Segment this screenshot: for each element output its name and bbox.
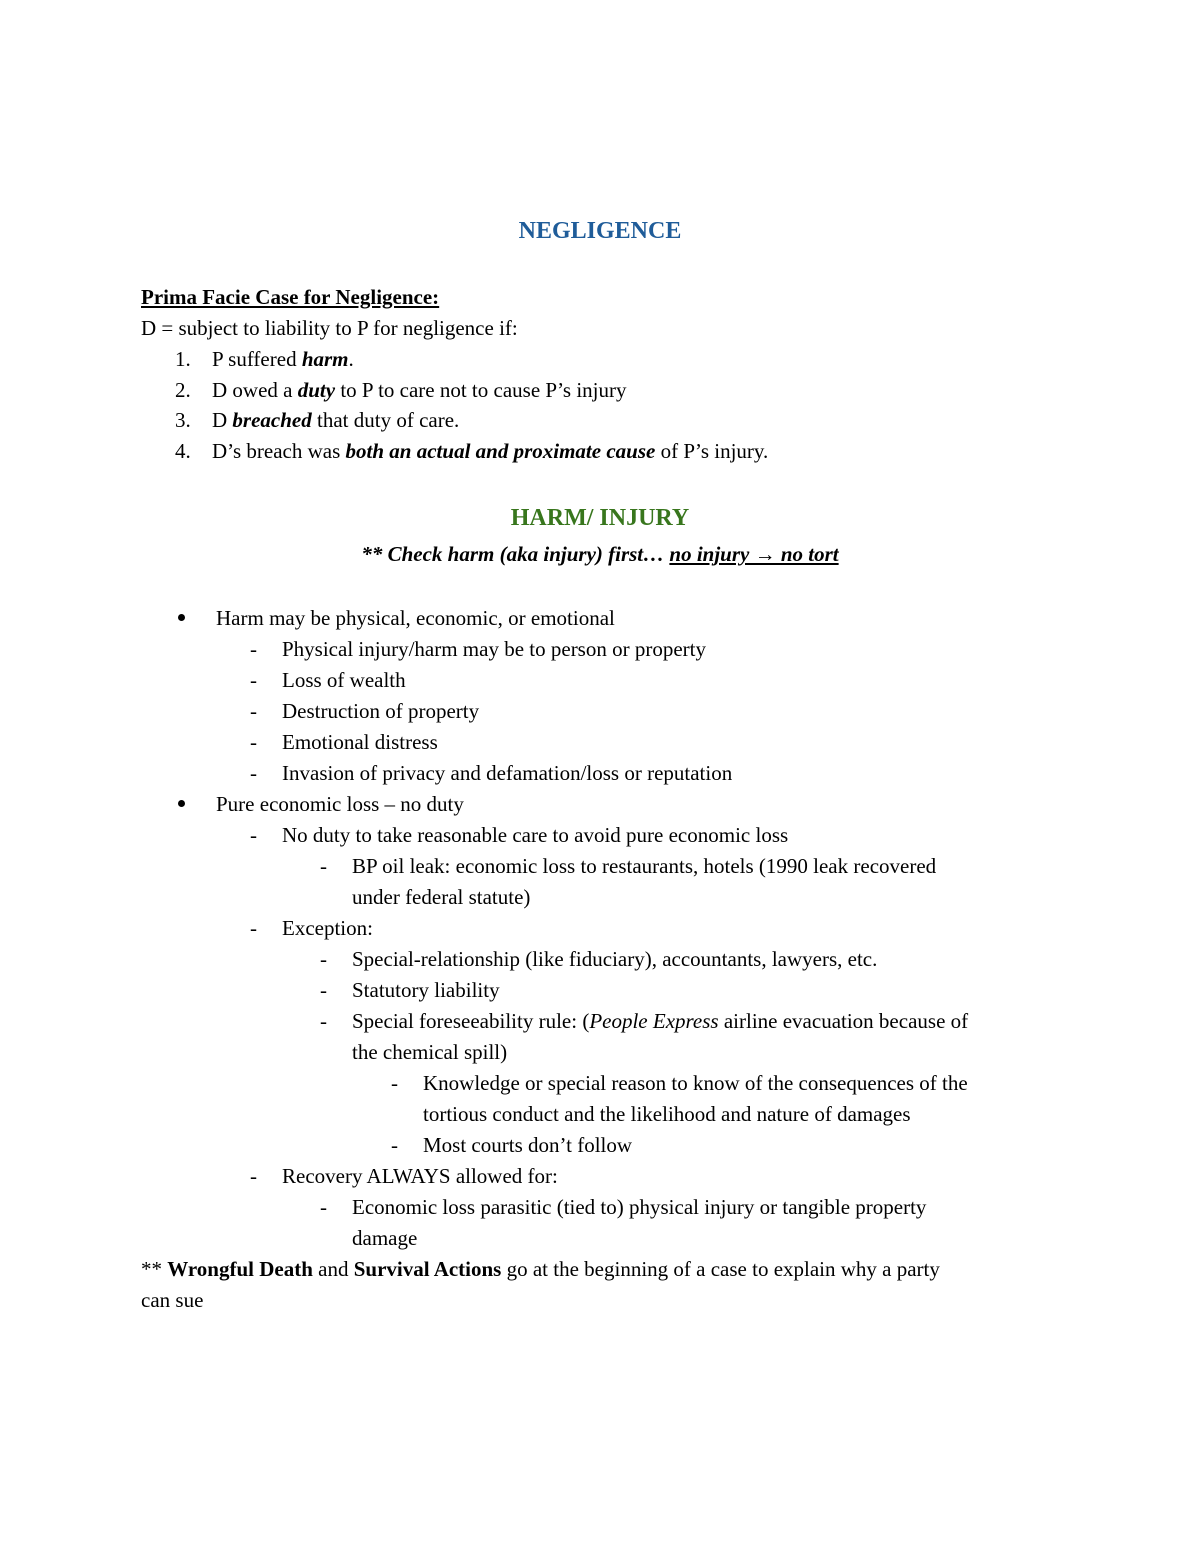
item-text: P suffered (212, 347, 302, 371)
subtitle-text: ** Check harm (aka injury) first… (361, 542, 670, 566)
bullet-icon (178, 614, 185, 621)
level3-item: Most courts don’t follow (423, 1133, 633, 1157)
item-text: Special foreseeability rule: ( (352, 1009, 590, 1033)
sub-item: Invasion of privacy and defamation/loss or reputation (282, 761, 733, 785)
section-subtitle (0, 541, 1200, 567)
sub-item: Loss of wealth (282, 668, 406, 692)
page-title: NEGLIGENCE (518, 218, 682, 244)
sub-item: Emotional distress (282, 730, 438, 754)
footer-note (141, 1256, 940, 1282)
dash-icon: - (391, 1133, 398, 1157)
item-emphasis: duty (297, 378, 336, 402)
note-bold-term: Wrongful Death (167, 1257, 313, 1281)
note-text: and (312, 1257, 354, 1281)
sub-sub-item: Special-relationship (like fiduciary), accountants, lawyers, etc. (352, 947, 878, 971)
item-text: D’s breach was (212, 439, 346, 463)
item-text: of P’s injury. (655, 439, 769, 463)
note-prefix: ** (141, 1257, 168, 1281)
item-text: to P to care not to cause P’s injury (335, 378, 627, 402)
prima-facie-heading: Prima Facie Case for Negligence: (141, 285, 440, 309)
level3-item: Knowledge or special reason to know of the consequences of the (423, 1071, 968, 1095)
dash-icon: - (250, 823, 257, 847)
sub-item: Exception: (282, 916, 373, 940)
item-text: D owed a (212, 378, 298, 402)
dash-icon: - (250, 1164, 257, 1188)
subtitle-underlined: no injury → no tort (669, 542, 839, 566)
sub-sub-item: Economic loss parasitic (tied to) physical injury or tangible property (352, 1195, 927, 1219)
item-text: D (212, 408, 233, 432)
dash-icon: - (250, 730, 257, 754)
footer-note-continued: can sue (141, 1288, 204, 1312)
item-text: airline evacuation because of (718, 1009, 969, 1033)
item-emphasis: both an actual and proximate cause (345, 439, 656, 463)
sub-sub-item: Statutory liability (352, 978, 500, 1002)
dash-icon: - (320, 947, 327, 971)
dash-icon: - (320, 854, 327, 878)
list-number: 1. (175, 347, 191, 371)
sub-item: Physical injury/harm may be to person or property (282, 637, 706, 661)
item-text: that duty of care. (311, 408, 460, 432)
dash-icon: - (320, 978, 327, 1002)
dash-icon: - (250, 668, 257, 692)
sub-item: Recovery ALWAYS allowed for: (282, 1164, 558, 1188)
note-bold-term: Survival Actions (353, 1257, 502, 1281)
sub-sub-item (352, 1008, 968, 1034)
dash-icon: - (250, 761, 257, 785)
dash-icon: - (250, 637, 257, 661)
dash-icon: - (320, 1009, 327, 1033)
list-number: 4. (175, 439, 191, 463)
dash-icon: - (250, 699, 257, 723)
section-title: HARM/ INJURY (510, 505, 690, 531)
note-text: go at the beginning of a case to explain why a party (501, 1257, 940, 1281)
dash-icon: - (320, 1195, 327, 1219)
bullet-icon (178, 800, 185, 807)
sub-item: Destruction of property (282, 699, 480, 723)
bullet-item: Pure economic loss – no duty (216, 792, 464, 816)
dash-icon: - (391, 1071, 398, 1095)
sub-sub-item-continued: under federal statute) (352, 885, 531, 909)
list-number: 3. (175, 408, 191, 432)
sub-sub-item-continued: damage (352, 1226, 418, 1250)
prima-facie-intro: D = subject to liability to P for negligence if: (141, 316, 518, 340)
sub-sub-item-continued: the chemical spill) (352, 1040, 508, 1064)
level3-item-continued: tortious conduct and the likelihood and nature of damages (423, 1102, 911, 1126)
item-emphasis: harm (301, 347, 349, 371)
sub-item: No duty to take reasonable care to avoid pure economic loss (282, 823, 789, 847)
item-emphasis: breached (232, 408, 312, 432)
item-text: . (348, 347, 354, 371)
list-number: 2. (175, 378, 191, 402)
sub-sub-item: BP oil leak: economic loss to restaurants, hotels (1990 leak recovered (352, 854, 937, 878)
bullet-item: Harm may be physical, economic, or emotional (216, 606, 615, 630)
dash-icon: - (250, 916, 257, 940)
case-name: People Express (589, 1009, 719, 1033)
